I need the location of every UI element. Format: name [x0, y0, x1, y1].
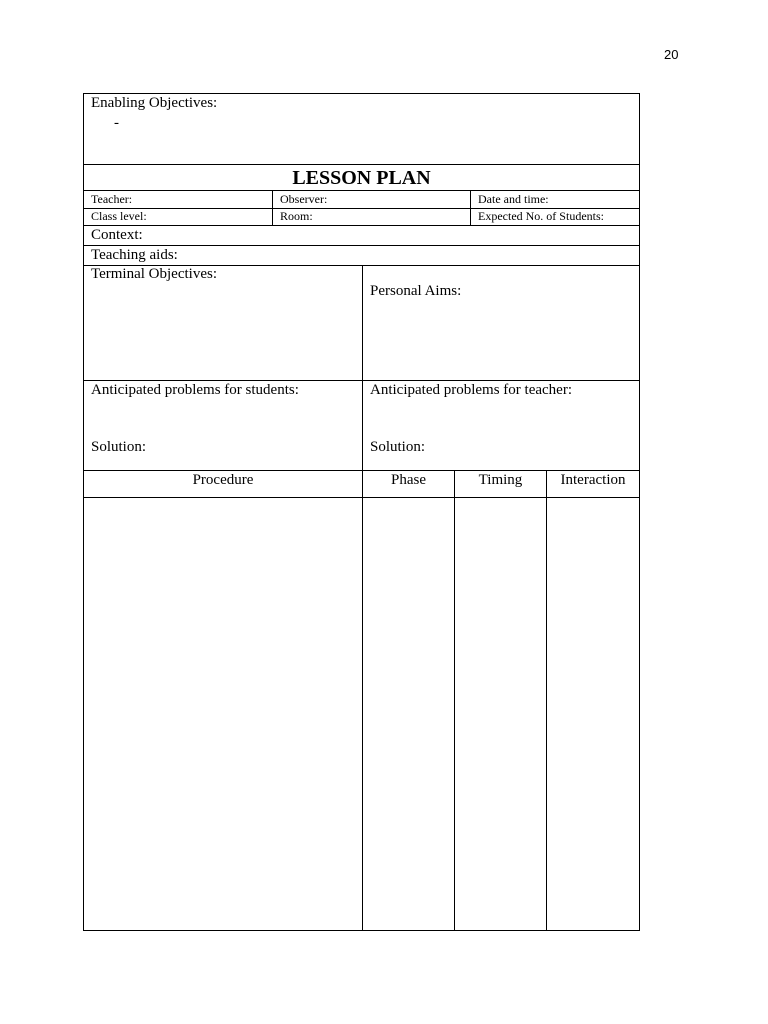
lesson-plan-form	[83, 93, 640, 931]
phase-header-cell	[362, 471, 454, 497]
procedure-header: Procedure	[192, 472, 254, 488]
student-solution-label: Solution:	[91, 439, 147, 455]
room-label: Room:	[280, 209, 313, 223]
teacher-problems-label: Anticipated problems for teacher:	[370, 382, 573, 398]
context-row[interactable]	[83, 226, 640, 246]
interaction-body-cell[interactable]	[546, 498, 639, 930]
timing-header: Timing	[478, 472, 523, 488]
enabling-objectives-row	[83, 93, 640, 165]
date-time-label: Date and time:	[478, 192, 549, 206]
interaction-header: Interaction	[560, 472, 626, 488]
personal-aims-cell[interactable]	[362, 266, 639, 380]
lesson-plan-title: LESSON PLAN	[292, 167, 431, 189]
procedure-header-cell	[84, 471, 362, 497]
enabling-objectives-bullet: -	[114, 115, 119, 131]
personal-aims-label: Personal Aims:	[370, 283, 462, 299]
phase-header: Phase	[391, 472, 426, 488]
page-number: 20	[664, 47, 679, 62]
info-row-1	[83, 191, 640, 209]
interaction-header-cell	[546, 471, 639, 497]
procedure-body-cell[interactable]	[84, 498, 362, 930]
objectives-aims-row	[83, 266, 640, 381]
procedure-header-row	[83, 471, 640, 498]
expected-students-label: Expected No. of Students:	[478, 209, 604, 223]
info-row-2	[83, 209, 640, 226]
date-time-cell[interactable]	[470, 191, 639, 208]
context-label: Context:	[91, 227, 143, 243]
observer-label: Observer:	[280, 192, 328, 206]
timing-header-cell	[454, 471, 546, 497]
procedure-body-row	[83, 498, 640, 931]
phase-body-cell[interactable]	[362, 498, 454, 930]
student-problems-label: Anticipated problems for students:	[91, 382, 299, 398]
teaching-aids-label: Teaching aids:	[91, 247, 178, 263]
class-level-cell[interactable]	[84, 209, 272, 225]
room-cell[interactable]	[272, 209, 470, 225]
anticipated-problems-row	[83, 381, 640, 471]
student-problems-cell[interactable]	[84, 381, 362, 470]
expected-students-cell[interactable]	[470, 209, 639, 225]
terminal-objectives-label: Terminal Objectives:	[91, 266, 217, 282]
teaching-aids-row[interactable]	[83, 246, 640, 266]
teacher-problems-cell[interactable]	[362, 381, 639, 470]
class-level-label: Class level:	[91, 209, 147, 223]
enabling-objectives-label: Enabling Objectives:	[91, 95, 218, 111]
timing-body-cell[interactable]	[454, 498, 546, 930]
observer-cell[interactable]	[272, 191, 470, 208]
teacher-label: Teacher:	[91, 192, 133, 206]
teacher-cell[interactable]	[84, 191, 272, 208]
teacher-solution-label: Solution:	[370, 439, 426, 455]
terminal-objectives-cell[interactable]	[84, 266, 362, 380]
title-row	[83, 165, 640, 191]
